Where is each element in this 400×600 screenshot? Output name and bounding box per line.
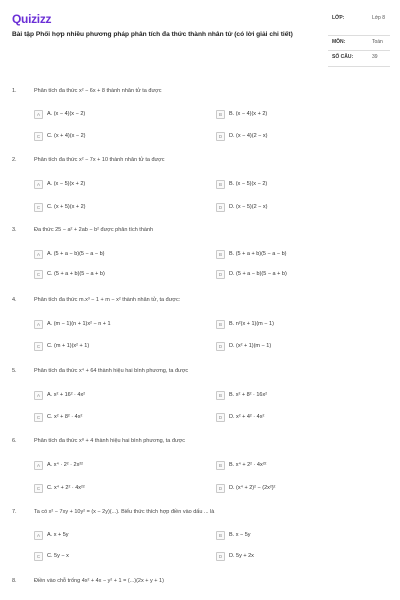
option-c[interactable]	[34, 268, 105, 280]
question-number: 6.	[12, 438, 17, 444]
option-text: A. x² + 16² · 4x²	[47, 392, 86, 398]
option-c[interactable]	[34, 482, 85, 494]
option-text: B. (x − 5)(x − 2)	[229, 181, 268, 187]
option-text: B. n²(x + 1)(m − 1)	[229, 321, 274, 327]
option-letter-box: A	[34, 320, 43, 329]
option-letter-box: A	[34, 110, 43, 119]
option-a[interactable]	[34, 248, 104, 260]
question-text: Phân tích đa thức x⁴ + 64 thành hiệu hai bình phương, ta được	[34, 368, 189, 374]
option-letter-box: D	[216, 132, 225, 141]
option-a[interactable]	[34, 389, 85, 401]
option-text: C. x⁴ + 2² · 4x²²	[47, 485, 85, 491]
option-text: A. (5 + a − b)(5 − a − b)	[47, 251, 105, 257]
option-c[interactable]	[34, 411, 82, 423]
option-letter-box: B	[216, 461, 225, 470]
option-text: C. x² + 8² · 4x²	[47, 414, 83, 420]
option-letter-box: C	[34, 413, 43, 422]
option-letter-box: D	[216, 552, 225, 561]
question-number: 5.	[12, 368, 17, 374]
option-letter-box: B	[216, 531, 225, 540]
option-text: D. (x² + 1)(m − 1)	[229, 343, 272, 349]
option-letter-box: C	[34, 203, 43, 212]
option-text: C. (x + 4)(x − 2)	[47, 133, 86, 139]
option-letter-box: B	[216, 110, 225, 119]
question-text: Điền vào chỗ trống 4x² + 4x − y² + 1 = (...)(2x + y + 1)	[34, 578, 164, 584]
option-text: B. (5 + a + b)(5 − a − b)	[229, 251, 287, 257]
option-letter-box: B	[216, 320, 225, 329]
option-letter-box: C	[34, 270, 43, 279]
option-text: A. x⁴ · 2² · 2x²²	[47, 462, 83, 468]
question-text: Phân tích đa thức x² − 6x + 8 thành nhân tử ta được	[34, 88, 162, 94]
meta-grade	[328, 12, 390, 36]
question-number: 8.	[12, 578, 17, 584]
option-d[interactable]	[216, 550, 254, 562]
option-text: C. 5y − x	[47, 553, 69, 559]
option-text: A. x + 5y	[47, 532, 69, 538]
option-letter-box: C	[34, 132, 43, 141]
question-text: Phân tích đa thức m.x³ − 1 + m − x² thành nhân tử, ta được:	[34, 297, 181, 303]
meta-count-key: SỐ CÂU:	[332, 54, 354, 60]
option-d[interactable]	[216, 201, 268, 213]
option-letter-box: D	[216, 270, 225, 279]
option-text: D. (x − 4)(2 − x)	[229, 133, 268, 139]
option-text: A. (x − 4)(x − 2)	[47, 111, 86, 117]
option-letter-box: A	[34, 250, 43, 259]
option-letter-box: C	[34, 484, 43, 493]
option-a[interactable]	[34, 529, 69, 541]
question-number: 2.	[12, 157, 17, 163]
question-text: Ta có x² − 7xy + 10y² = (x − 2y)(...). Biểu thức thích hợp điền vào dấu ... là	[34, 509, 215, 515]
option-text: C. (x + 5)(x + 2)	[47, 204, 86, 210]
question-number: 1.	[12, 88, 17, 94]
option-c[interactable]	[34, 130, 86, 142]
option-d[interactable]	[216, 130, 268, 142]
meta-panel	[328, 12, 390, 67]
question-number: 3.	[12, 227, 17, 233]
option-text: B. x² + 8² · 16x²	[229, 392, 268, 398]
page-title: Bài tập Phối hợp nhiều phương pháp phân tích đa thức thành nhân tử (có lời giải chi tiết)	[12, 31, 293, 38]
meta-subject-value: Toán	[372, 39, 383, 45]
option-letter-box: D	[216, 484, 225, 493]
option-b[interactable]	[216, 459, 266, 471]
meta-count	[328, 51, 390, 67]
option-a[interactable]	[34, 459, 83, 471]
option-letter-box: A	[34, 531, 43, 540]
option-b[interactable]	[216, 178, 267, 190]
option-text: B. (x − 4)(x + 2)	[229, 111, 268, 117]
option-c[interactable]	[34, 550, 69, 562]
question-text: Đa thức 25 − a² + 2ab − b² được phân tích thành	[34, 227, 154, 233]
option-text: D. (x − 5)(2 − x)	[229, 204, 268, 210]
meta-subject-key: MÔN:	[332, 39, 346, 45]
option-text: B. x − 5y	[229, 532, 251, 538]
option-text: A. (m − 1)(n + 1)x² − n + 1	[47, 321, 111, 327]
option-d[interactable]	[216, 340, 271, 352]
option-a[interactable]	[34, 318, 111, 330]
option-letter-box: A	[34, 180, 43, 189]
option-letter-box: B	[216, 180, 225, 189]
option-letter-box: A	[34, 391, 43, 400]
question-number: 7.	[12, 509, 17, 515]
option-letter-box: B	[216, 391, 225, 400]
option-text: D. x² + 4² · 4x²	[229, 414, 265, 420]
option-letter-box: B	[216, 250, 225, 259]
option-letter-box: D	[216, 203, 225, 212]
option-text: D. 5y + 2x	[229, 553, 254, 559]
option-text: B. x⁴ + 2² · 4x²²	[229, 462, 267, 468]
option-d[interactable]	[216, 482, 275, 494]
option-text: D. (5 + a − b)(5 − a + b)	[229, 271, 287, 277]
option-letter-box: D	[216, 413, 225, 422]
option-letter-box: D	[216, 342, 225, 351]
option-text: C. (m + 1)(x² + 1)	[47, 343, 90, 349]
option-text: C. (5 + a + b)(5 − a + b)	[47, 271, 105, 277]
meta-count-value: 39	[372, 54, 378, 60]
option-a[interactable]	[34, 178, 85, 190]
option-c[interactable]	[34, 201, 86, 213]
option-letter-box: C	[34, 552, 43, 561]
question-text: Phân tích đa thức x² − 7x + 10 thành nhân tử ta được	[34, 157, 165, 163]
option-letter-box: C	[34, 342, 43, 351]
quizizz-logo: Quizizz	[12, 12, 52, 26]
option-a[interactable]	[34, 108, 85, 120]
option-d[interactable]	[216, 411, 264, 423]
option-text: A. (x − 5)(x + 2)	[47, 181, 86, 187]
option-b[interactable]	[216, 108, 267, 120]
meta-grade-value: Lớp 8	[372, 15, 386, 21]
option-c[interactable]	[34, 340, 89, 352]
option-b[interactable]	[216, 248, 286, 260]
question-text: Phân tích đa thức x⁸ + 4 thành hiệu hai bình phương, ta được	[34, 438, 185, 444]
option-b[interactable]	[216, 318, 274, 330]
option-b[interactable]	[216, 529, 251, 541]
option-b[interactable]	[216, 389, 267, 401]
meta-subject	[328, 36, 390, 51]
meta-grade-key: LỚP:	[332, 15, 345, 21]
question-number: 4.	[12, 297, 17, 303]
option-d[interactable]	[216, 268, 287, 280]
option-letter-box: A	[34, 461, 43, 470]
option-text: D. (x⁴ + 2)² − (2x²)²	[229, 485, 276, 491]
